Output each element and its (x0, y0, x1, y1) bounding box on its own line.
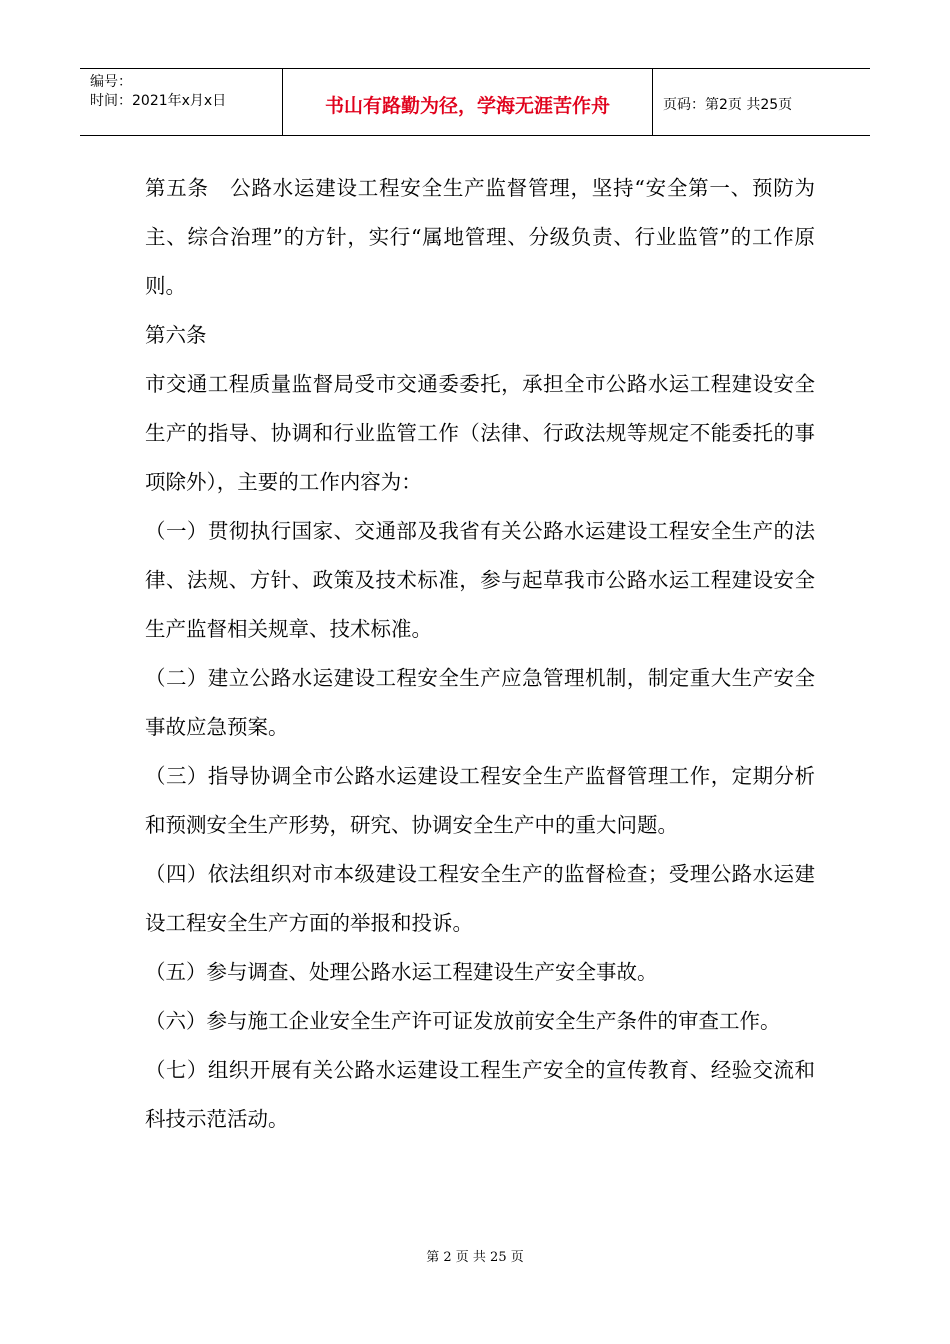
paragraph-item-1: （一）贯彻执行国家、交通部及我省有关公路水运建设工程安全生产的法律、法规、方针、政策及技术标准，参与起草我市公路水运工程建设安全生产监督相关规章、技术标准。 (145, 519, 815, 641)
paragraph-item-4: （四）依法组织对市本级建设工程安全生产的监督检查；受理公路水运建设工程安全生产方面的举报和投诉。 (145, 862, 815, 935)
paragraph-item-2: （二）建立公路水运建设工程安全生产应急管理机制，制定重大生产安全事故应急预案。 (145, 666, 815, 739)
document-body (145, 164, 815, 1144)
header-motto: 书山有路勤为径，学海无涯苦作舟 (283, 69, 653, 135)
header-meta (80, 69, 283, 135)
paragraph-article-6-intro: 市交通工程质量监督局受市交通委委托，承担全市公路水运工程建设安全生产的指导、协调和行业监管工作（法律、行政法规等规定不能委托的事项除外），主要的工作内容为： (145, 372, 815, 494)
paragraph-article-6-heading: 第六条 (145, 323, 207, 347)
paragraph-item-7: （七）组织开展有关公路水运建设工程生产安全的宣传教育、经验交流和科技示范活动。 (145, 1058, 815, 1131)
paragraph-article-5: 第五条 公路水运建设工程安全生产监督管理，坚持“安全第一、预防为主、综合治理”的方针，实行“属地管理、分级负责、行业监管”的工作原则。 (145, 176, 815, 298)
paragraph-item-6: （六）参与施工企业安全生产许可证发放前安全生产条件的审查工作。 (145, 1009, 781, 1033)
document-number-label: 编号： (90, 74, 132, 90)
paragraph-item-3: （三）指导协调全市公路水运建设工程安全生产监督管理工作，定期分析和预测安全生产形势，研究、协调安全生产中的重大问题。 (145, 764, 815, 837)
page-footer: 第 2 页 共 25 页 (426, 1250, 524, 1265)
document-header (80, 68, 870, 136)
header-page-info: 页码：第2页 共25页 (663, 97, 793, 113)
document-time-label: 时间：2021年x月x日 (90, 93, 227, 109)
paragraph-item-5: （五）参与调查、处理公路水运工程建设生产安全事故。 (145, 960, 658, 984)
